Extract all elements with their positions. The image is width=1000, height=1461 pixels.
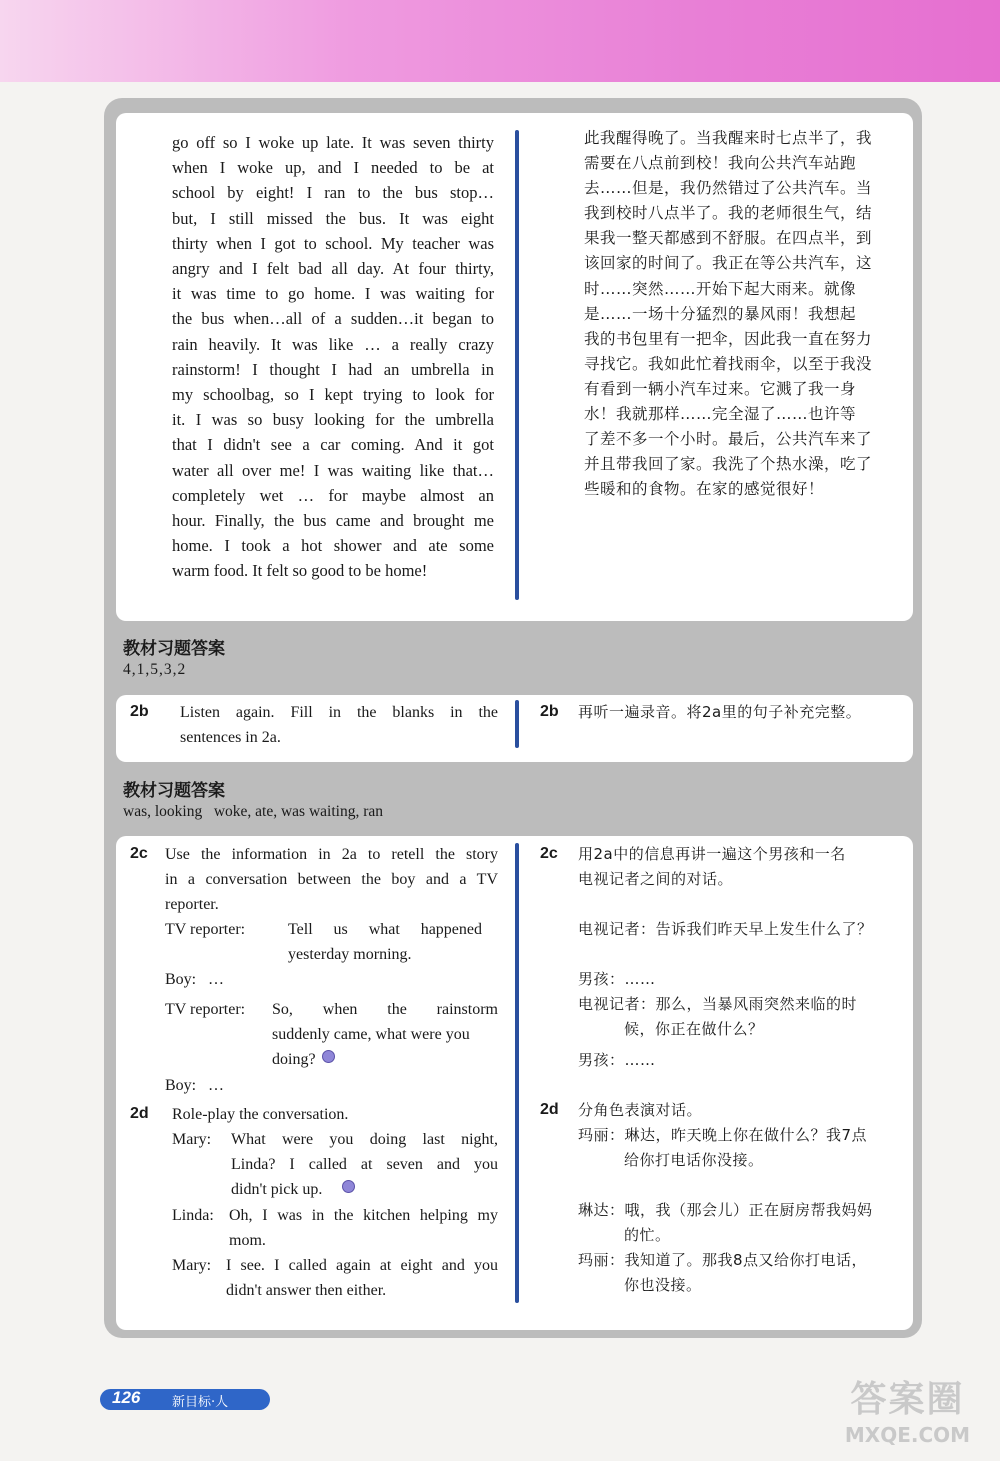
passage-chinese-line: 此我醒得晚了。当我醒来时七点半了，我 <box>584 129 873 147</box>
exercise-2b-line-2: sentences in 2a. <box>180 729 281 746</box>
dialogue-boy-2-text: … <box>208 1077 224 1094</box>
passage-english <box>172 130 494 584</box>
dialogue-tv-reporter-1-line-1: Tell us what happened <box>288 921 482 938</box>
passage-english-line: completely wet … for maybe almost an <box>172 485 494 505</box>
audio-marker-icon <box>322 1050 335 1063</box>
exercise-2c-zh-line-1: 用2a中的信息再讲一遍这个男孩和一名 <box>578 845 846 863</box>
exercise-2d-zh-linda-1-line-1: 琳达：哦，我（那会儿）正在厨房帮我妈妈 <box>578 1201 873 1219</box>
passage-chinese-line: 时……突然……开始下起大雨来。就像 <box>584 279 857 298</box>
passage-english-line: my schoolbag, so I kept trying to look for <box>172 385 494 405</box>
dialogue-boy-1-text: … <box>208 971 224 988</box>
passage-english-line: thirty when I got to school. My teacher was <box>172 233 494 253</box>
dialogue-mary-1-line-3: didn't pick up. <box>231 1181 323 1198</box>
dialogue-linda-1-line-1: Oh, I was in the kitchen helping my <box>229 1207 498 1224</box>
dialogue-linda-1-line-2: mom. <box>229 1232 266 1249</box>
answer-body-1: 4,1,5,3,2 <box>123 661 187 678</box>
answer-title-2: 教材习题答案 <box>123 781 225 801</box>
passage-english-line: when I woke up, and I needed to be at <box>172 158 494 178</box>
passage-chinese-line: 些暖和的食物。在家的感觉很好！ <box>584 480 825 499</box>
exercise-2d-zh-mary-1-line-2: 给你打电话你没接。 <box>624 1151 764 1169</box>
passage-english-line: but, I still missed the bus. It was eight <box>172 208 494 228</box>
series-name: 新目标·人 <box>172 1395 229 1410</box>
exercise-2d-zh-title: 分角色表演对话。 <box>578 1101 703 1119</box>
dialogue-speaker-linda-1: Linda: <box>172 1207 214 1224</box>
dialogue-mary-2-line-1: I see. I called again at eight and you <box>226 1257 498 1274</box>
exercise-2b-divider <box>515 700 519 748</box>
dialogue-speaker-mary-2: Mary: <box>172 1257 212 1274</box>
exercise-2c-zh-label: 2c <box>540 845 558 862</box>
dialogue-speaker-tv-reporter-1: TV reporter: <box>165 921 246 938</box>
watermark-logo <box>820 1378 995 1460</box>
passage-chinese-line: 我的书包里有一把伞，因此我一直在努力 <box>584 329 873 348</box>
exercise-2c-zh-dialogue-3-line-2: 候，你正在做什么？ <box>624 1020 764 1038</box>
dialogue-speaker-boy-1: Boy: <box>165 971 197 988</box>
page-number: 126 <box>112 1388 141 1407</box>
passage-english-line: it. I was so busy looking for the umbrella <box>172 410 494 430</box>
passage-english-lines <box>172 130 494 584</box>
dialogue-tv-reporter-2-line-1: So, when the rainstorm <box>272 1001 498 1018</box>
passage-english-line: rainstorm! I thought I had an umbrella in <box>172 359 494 379</box>
exercise-2c-line-2: in a conversation between the boy and a TV <box>165 871 498 888</box>
exercise-2c-zh-dialogue-3-line-1: 电视记者：那么，当暴风雨突然来临的时 <box>578 995 858 1013</box>
passage-english-line: go off so I woke up late. It was seven thirty <box>172 133 494 152</box>
answer-title-1: 教材习题答案 <box>123 639 225 659</box>
exercise-2b-zh: 再听一遍录音。将2a里的句子补充完整。 <box>578 703 862 721</box>
exercise-2d-title: Role-play the conversation. <box>172 1106 349 1123</box>
exercise-2c-zh-dialogue-4: 男孩：…… <box>578 1051 656 1069</box>
passage-english-line: school by eight! I ran to the bus stop… <box>172 183 494 203</box>
passage-chinese-line: 果我一整天都感到不舒服。在四点半，到 <box>584 229 873 248</box>
passage-chinese-line: 寻找它。我如此忙着找雨伞，以至于我没 <box>584 354 873 373</box>
passage-chinese-line: 是……一场十分猛烈的暴风雨！我想起 <box>584 304 857 323</box>
dialogue-mary-1-line-1: What were you doing last night, <box>231 1131 498 1148</box>
passage-english-line: home. I took a hot shower and ate some <box>172 536 494 556</box>
dialogue-speaker-mary-1: Mary: <box>172 1131 212 1148</box>
passage-chinese-lines <box>584 126 902 502</box>
dialogue-tv-reporter-2-line-3: doing? <box>272 1051 316 1068</box>
passage-chinese <box>584 126 902 502</box>
passage-english-line: it was time to go home. I was waiting for <box>172 284 494 304</box>
exercise-2b-label: 2b <box>130 703 149 720</box>
passage-chinese-line: 需要在八点前到校！我向公共汽车站跑 <box>584 154 857 173</box>
exercise-2d-zh-mary-2-line-2: 你也没接。 <box>624 1276 702 1294</box>
dialogue-tv-reporter-2-line-2: suddenly came, what were you <box>272 1026 470 1043</box>
top-color-band <box>0 0 1000 82</box>
watermark-line-1: 答案圈 <box>850 1379 965 1420</box>
exercise-2b-zh-label: 2b <box>540 703 559 720</box>
dialogue-speaker-boy-2: Boy: <box>165 1077 197 1094</box>
passage-english-line: water all over me! I was waiting like that… <box>172 460 494 480</box>
passage-english-line: angry and I felt bad all day. At four thirty, <box>172 259 494 279</box>
exercise-2b-line-1: Listen again. Fill in the blanks in the <box>180 704 498 721</box>
exercise-2c-zh-dialogue-1: 电视记者：告诉我们昨天早上发生什么了？ <box>578 920 873 938</box>
passage-english-line: that I didn't see a car coming. And it got <box>172 435 494 455</box>
passage-english-text <box>172 130 494 584</box>
dialogue-mary-1-line-2: Linda? I called at seven and you <box>231 1156 498 1173</box>
dialogue-tv-reporter-1-line-2: yesterday morning. <box>288 946 412 963</box>
dialogue-speaker-tv-reporter-2: TV reporter: <box>165 1001 246 1018</box>
passage-english-line: rain heavily. It was like … a really crazy <box>172 334 494 354</box>
passage-chinese-line: 并且带我回了家。我洗了个热水澡，吃了 <box>584 455 873 474</box>
exercise-2c-zh-line-2: 电视记者之间的对话。 <box>578 870 734 888</box>
dialogue-mary-2-line-2: didn't answer then either. <box>226 1282 387 1299</box>
passage-chinese-line: 该回家的时间了。我正在等公共汽车，这 <box>584 254 873 273</box>
exercise-2c-2d-divider <box>515 843 519 1303</box>
audio-marker-icon <box>342 1180 355 1193</box>
passage-chinese-line: 了差不多一个小时。最后，公共汽车来了 <box>584 430 873 449</box>
passage-english-line: hour. Finally, the bus came and brought me <box>172 511 494 531</box>
answer-body-2: was, looking woke, ate, was waiting, ran <box>123 803 383 820</box>
passage-english-line: the bus when…all of a sudden…it began to <box>172 309 494 329</box>
exercise-2d-label: 2d <box>130 1105 149 1122</box>
exercise-2c-zh-dialogue-2: 男孩：…… <box>578 970 656 988</box>
exercise-2d-zh-linda-1-line-2: 的忙。 <box>624 1226 671 1244</box>
passage-chinese-line: 水！我就那样……完全湿了……也许等 <box>584 405 857 424</box>
exercise-2c-line-3: reporter. <box>165 896 219 913</box>
passage-chinese-line: 去……但是，我仍然错过了公共汽车。当 <box>584 179 873 198</box>
passage-english-line: warm food. It felt so good to be home! <box>172 561 428 581</box>
exercise-2d-zh-mary-2-line-1: 玛丽：我知道了。那我8点又给你打电话， <box>578 1251 868 1269</box>
passage-chinese-line: 我到校时八点半了。我的老师很生气，结 <box>584 204 873 223</box>
passage-divider <box>515 130 519 600</box>
exercise-2d-zh-label: 2d <box>540 1101 559 1118</box>
watermark-line-2: MXQE.COM <box>844 1423 971 1447</box>
exercise-2c-line-1: Use the information in 2a to retell the story <box>165 846 498 863</box>
passage-chinese-line: 有看到一辆小汽车过来。它溅了我一身 <box>584 379 857 398</box>
exercise-2d-zh-mary-1-line-1: 玛丽：琳达，昨天晚上你在做什么？我7点 <box>578 1126 868 1144</box>
exercise-2c-label: 2c <box>130 845 148 862</box>
